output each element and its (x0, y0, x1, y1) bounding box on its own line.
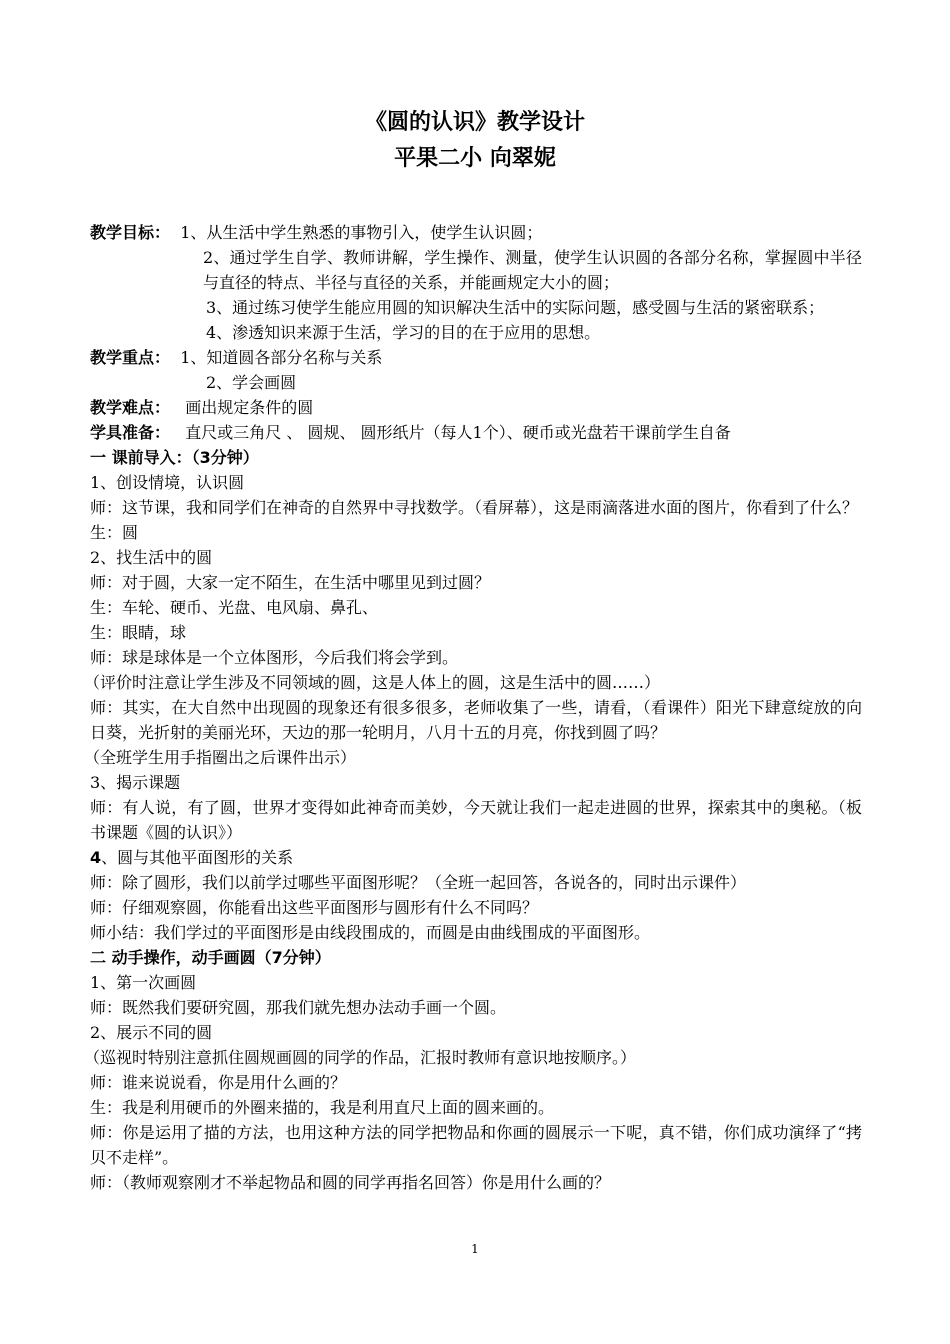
goals-label: 教学目标： (90, 223, 171, 242)
section1-line: 2、找生活中的圆 (90, 548, 213, 567)
tools-text: 直尺或三角尺 、 圆规、 圆形纸片（每人1个）、硬币或光盘若干课前学生自备 (185, 423, 731, 442)
goal-item: 4、渗透知识来源于生活，学习的目的在于应用的思想。 (206, 323, 601, 342)
section2-heading: 二 动手操作，动手画圆（7分钟） (90, 948, 331, 967)
section1-line: 师：对于圆，大家一定不陌生，在生活中哪里见到过圆？ (90, 573, 491, 592)
goal-item: 1、从生活中学生熟悉的事物引入，使学生认识圆； (180, 223, 543, 242)
difficulty-line (90, 395, 862, 420)
section2-line: （巡视时特别注意抓住圆规画圆的同学的作品，汇报时教师有意识地按顺序。） (84, 1048, 637, 1067)
keypoints-line-1 (90, 345, 862, 370)
keypoint-item: 1、知道圆各部分名称与关系 (180, 348, 383, 367)
document-title: 《圆的认识》教学设计 (364, 110, 585, 135)
subheading-number: 4 (90, 848, 102, 867)
section1-line: 师：这节课，我和同学们在神奇的自然界中寻找数学。（看屏幕），这是雨滴落进水面的图片，你看到了什么？ (90, 498, 859, 517)
section1-line: 师小结：我们学过的平面图形是由线段围成的，而圆是由曲线围成的平面图形。 (90, 923, 651, 942)
section2-line: 师：既然我们要研究圆，那我们就先想办法动手画一个圆。 (90, 998, 507, 1017)
section1-line: 生：眼睛，球 (90, 623, 187, 642)
document-author: 平果二小 向翠妮 (394, 146, 556, 171)
keypoint-item: 2、学会画圆 (206, 373, 297, 392)
section1-line: 师：有人说，有了圆，世界才变得如此神奇而美妙，今天就让我们一起走进圆的世界，探索其中的奥秘。（板书课题《圆的认识》） (90, 798, 862, 842)
goal-item: 3、通过练习使学生能应用圆的知识解决生活中的实际问题，感受圆与生活的紧密联系； (206, 298, 825, 317)
section1-line: 师：球是球体是一个立体图形，今后我们将会学到。 (90, 648, 459, 667)
section2-line: 2、展示不同的圆 (90, 1023, 213, 1042)
document-body (84, 220, 862, 1195)
section1-line: 师：除了圆形，我们以前学过哪些平面图形呢？（全班一起回答，各说各的，同时出示课件） (90, 873, 747, 892)
section1-heading: 一 课前导入：（3分钟） (90, 448, 259, 467)
section1-line: （全班学生用手指圈出之后课件出示） (84, 748, 357, 767)
tools-line (90, 420, 862, 445)
goals-line-1 (90, 220, 862, 245)
section1-line: （评价时注意让学生涉及不同领域的圆，这是人体上的圆，这是生活中的圆……） (84, 673, 661, 692)
goal-item: 2、通过学生自学、教师讲解，学生操作、测量，使学生认识圆的各部分名称，掌握圆中半径与直径的特点、半径与直径的关系，并能画规定大小的圆； (203, 248, 862, 292)
section2-line: 生：我是利用硬币的外圈来描的，我是利用直尺上面的圆来画的。 (90, 1098, 555, 1117)
subheading-text: 、圆与其他平面图形的关系 (101, 848, 294, 867)
section1-line: 生：圆 (90, 523, 139, 542)
tools-label: 学具准备： (90, 423, 171, 442)
section1-line: 生：车轮、硬币、光盘、电风扇、鼻孔、 (90, 598, 379, 617)
section1-line: 3、揭示课题 (90, 773, 181, 792)
section2-line: 师：你是运用了描的方法，也用这种方法的同学把物品和你画的圆展示一下呢，真不错，你们成功演绎了“拷贝不走样”。 (90, 1123, 862, 1167)
page-number: 1 (471, 1242, 479, 1256)
section2-line: 师：谁来说说看，你是用什么画的？ (90, 1073, 347, 1092)
difficulty-label: 教学难点： (90, 398, 171, 417)
section1-line: 师：仔细观察圆，你能看出这些平面图形与圆形有什么不同吗？ (90, 898, 539, 917)
difficulty-text: 画出规定条件的圆 (185, 398, 314, 417)
section1-line: 1、创设情境，认识圆 (90, 473, 245, 492)
section1-line: 师：其实，在大自然中出现圆的现象还有很多很多，老师收集了一些，请看，（看课件）阳光下肆意绽放的向日葵，光折射的美丽光环，天边的那一轮明月，八月十五的月亮，你找到圆了吗？ (90, 698, 862, 742)
section1-subheading-4 (90, 845, 862, 870)
section2-line: 1、第一次画圆 (90, 973, 197, 992)
section2-line: 师：（教师观察刚才不举起物品和圆的同学再指名回答）你是用什么画的？ (90, 1173, 611, 1192)
keypoints-label: 教学重点： (90, 348, 171, 367)
